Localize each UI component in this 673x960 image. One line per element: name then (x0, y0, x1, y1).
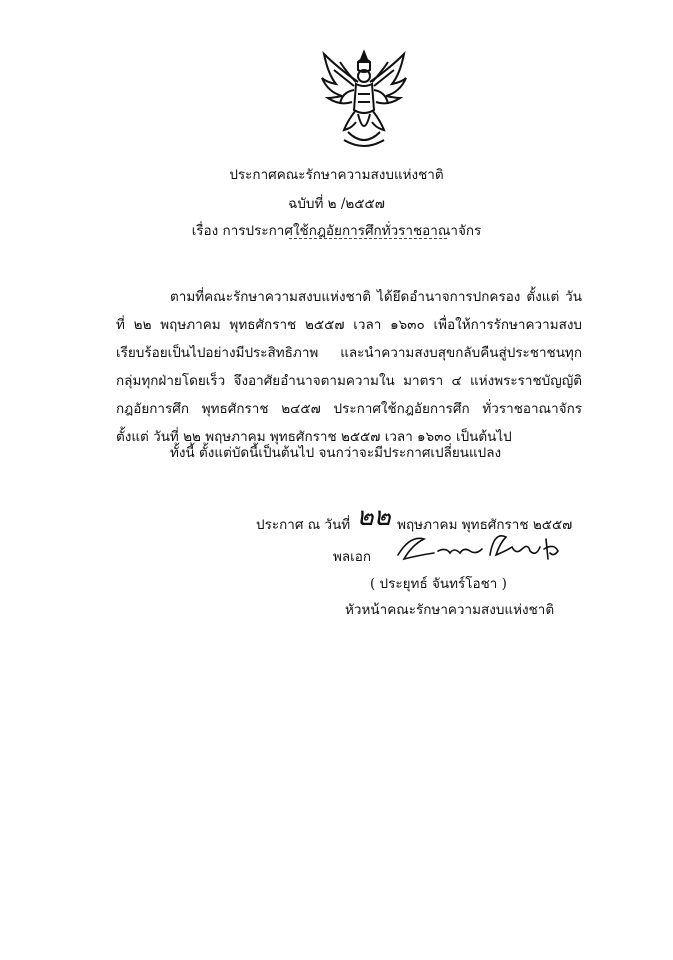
handwritten-signature (390, 525, 570, 571)
body-paragraph-2: ทั้งนี้ ตั้งแต่บัดนี้เป็นต้นไป จนกว่าจะมีประกาศเปลี่ยนแปลง (170, 445, 502, 461)
announcement-suffix: พฤษภาคม พุทธศักราช ๒๕๕๗ (397, 517, 573, 533)
document-subject: เรื่อง การประกาศใช้กฎอัยการศึกทั่วราชอาณาจักร (191, 223, 482, 239)
body-paragraph-1-text: ตามที่คณะรักษาความสงบแห่งชาติ ได้ยึดอำนาจการปกครอง ตั้งแต่ วันที่ ๒๒ พฤษภาคม พุทธศักราช ๒๕๕๗ เวลา ๑๖๓๐ เพื่อให้การรักษาความสงบเรียบร้อยเป็นไปอย่างมีประสิทธิภาพ และนำความสงบสุขกลับคืนสู่ประชาชนทุกกลุ่มทุกฝ่ายโดยเร็ว จึงอาศัยอำนาจตามความใน มาตรา ๔ แห่งพระราชบัญญัติกฎอัยการศึก พุทธศักราช ๒๔๕๗ ประกาศใช้กฎอัยการศึก ทั่วราชอาณาจักร ตั้งแต่ วันที่ ๒๒ พฤษภาคม พุทธศักราช ๒๕๕๗ เวลา ๑๖๓๐ เป็นต้นไป (116, 289, 582, 445)
divider-line (289, 238, 447, 239)
signer-rank: พลเอก (333, 549, 372, 565)
signer-position: หัวหน้าคณะรักษาความสงบแห่งชาติ (345, 602, 555, 618)
signer-name: ( ประยุทธ์ จันทร์โอชา ) (370, 576, 507, 592)
garuda-emblem-icon (318, 48, 410, 150)
body-paragraph-1 (116, 283, 582, 451)
document-title: ประกาศคณะรักษาความสงบแห่งชาติ (229, 167, 444, 183)
announcement-prefix: ประกาศ ณ วันที่ (256, 517, 351, 533)
announcement-day: ๒๒ (356, 502, 391, 532)
document-number: ฉบับที่ ๒ /๒๕๕๗ (288, 196, 385, 212)
